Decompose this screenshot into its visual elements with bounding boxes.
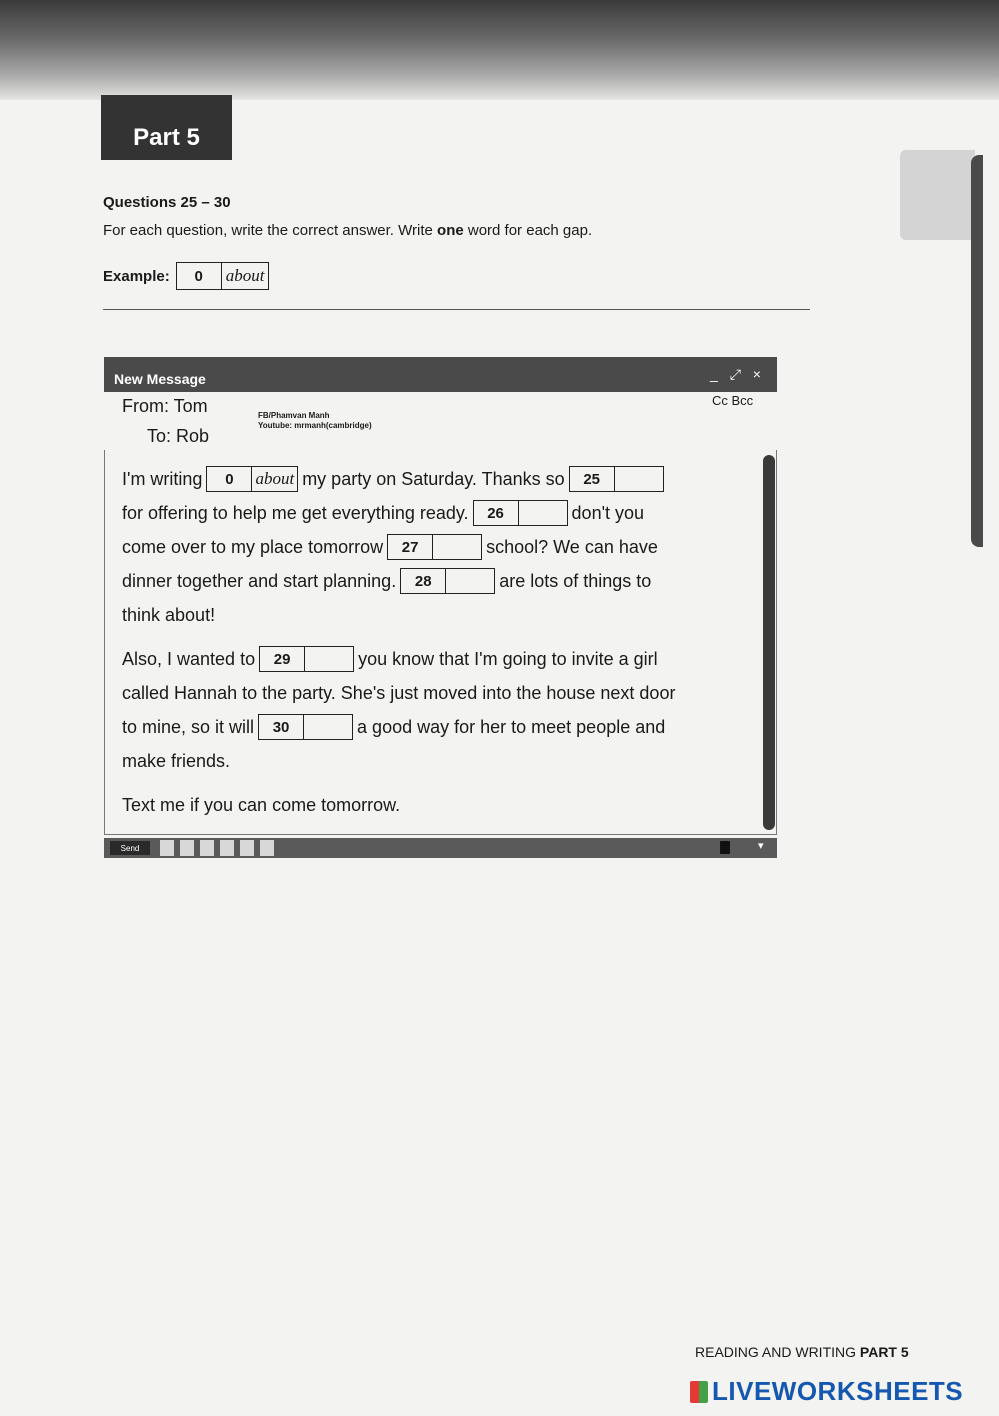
gap-answer-input[interactable] xyxy=(305,647,353,671)
letter-line xyxy=(122,532,658,562)
gap-number: 27 xyxy=(388,535,433,559)
gap-number: 0 xyxy=(207,467,252,491)
gap-answer-input[interactable] xyxy=(446,569,494,593)
trash-icon[interactable] xyxy=(720,841,730,854)
page-edge-bar xyxy=(971,155,983,547)
gap-30[interactable] xyxy=(258,714,353,740)
page-top-shadow xyxy=(0,0,999,100)
page-footer xyxy=(695,1344,909,1360)
letter-text: are lots of things to xyxy=(499,570,652,591)
format-button[interactable] xyxy=(240,840,254,856)
instructions-text: For each question, write the correct answer. Write xyxy=(103,222,438,239)
footer-text: READING AND WRITING xyxy=(695,1344,860,1360)
gap-number: 30 xyxy=(259,715,304,739)
format-button[interactable] xyxy=(220,840,234,856)
letter-text: to mine, so it will xyxy=(122,716,255,737)
example-number: 0 xyxy=(177,263,222,289)
logo-text: LIVEWORKSHEETS xyxy=(712,1376,964,1406)
questions-heading: Questions 25 – 30 xyxy=(103,194,231,211)
example-answer: about xyxy=(225,266,265,285)
credit xyxy=(258,411,372,431)
letter-text: a good way for her to meet people and xyxy=(357,716,666,737)
instructions-bold: one xyxy=(437,222,464,239)
letter-text: Text me if you can come tomorrow. xyxy=(122,794,401,815)
format-button[interactable] xyxy=(200,840,214,856)
letter-text: I'm writing xyxy=(122,468,203,489)
format-button[interactable] xyxy=(260,840,274,856)
format-button[interactable] xyxy=(160,840,174,856)
example xyxy=(103,262,269,290)
letter-text: think about! xyxy=(122,604,216,625)
chevron-down-icon[interactable]: ▾ xyxy=(758,840,764,852)
part-label: Part 5 xyxy=(101,95,232,160)
letter-line xyxy=(122,790,400,820)
window-controls-icon[interactable]: _ ⤢ × xyxy=(710,366,765,382)
gap-answer-input[interactable] xyxy=(433,535,481,559)
letter-text: you know that I'm going to invite a girl xyxy=(358,648,658,669)
logo-mark-icon xyxy=(690,1381,708,1403)
example-label: Example: xyxy=(103,267,170,285)
gap-29[interactable] xyxy=(259,646,354,672)
gap-number: 28 xyxy=(401,569,446,593)
scrollbar[interactable] xyxy=(763,455,775,830)
liveworksheets-logo xyxy=(690,1376,963,1407)
credit-line: FB/Phamvan Manh xyxy=(258,411,330,420)
letter-line xyxy=(122,746,230,776)
email-toolbar xyxy=(104,838,777,858)
instructions xyxy=(103,222,592,239)
letter-line xyxy=(122,600,215,630)
example-box xyxy=(176,262,270,290)
letter-line xyxy=(122,566,651,596)
letter-text: make friends. xyxy=(122,750,231,771)
instructions-text-end: word for each gap. xyxy=(463,222,593,239)
letter-text: called Hannah to the party. She's just moved into the house next door xyxy=(122,682,676,703)
footer-part: PART 5 xyxy=(859,1344,909,1360)
divider xyxy=(103,309,810,310)
letter-line xyxy=(122,644,658,674)
gap-answer-input[interactable] xyxy=(304,715,352,739)
gap-27[interactable] xyxy=(387,534,482,560)
send-button[interactable]: Send xyxy=(110,841,150,855)
letter-text: for offering to help me get everything ready. xyxy=(122,502,469,523)
gap-25[interactable] xyxy=(569,466,664,492)
letter-text: my party on Saturday. Thanks so xyxy=(302,468,565,489)
gap-number: 26 xyxy=(474,501,519,525)
gap-0 xyxy=(206,466,298,492)
from-field: From: Tom xyxy=(122,396,208,416)
letter-text: dinner together and start planning. xyxy=(122,570,397,591)
letter-line xyxy=(122,678,675,708)
letter-text: don't you xyxy=(571,502,645,523)
gap-answer: about xyxy=(255,469,295,488)
window-title: New Message xyxy=(114,371,206,387)
bleed-through-tab xyxy=(900,150,975,240)
format-button[interactable] xyxy=(180,840,194,856)
gap-26[interactable] xyxy=(473,500,568,526)
gap-answer-input[interactable] xyxy=(519,501,567,525)
credit-line: Youtube: mrmanh(cambridge) xyxy=(258,421,372,430)
gap-number: 25 xyxy=(570,467,615,491)
letter-text: Also, I wanted to xyxy=(122,648,256,669)
letter-line xyxy=(122,712,665,742)
to-field: To: Rob xyxy=(147,426,210,446)
letter-line xyxy=(122,464,668,494)
gap-28[interactable] xyxy=(400,568,495,594)
email-window-bar xyxy=(104,357,777,392)
letter-line xyxy=(122,498,644,528)
letter-text: come over to my place tomorrow xyxy=(122,536,384,557)
gap-number: 29 xyxy=(260,647,305,671)
letter-text: school? We can have xyxy=(486,536,658,557)
gap-answer-input[interactable] xyxy=(615,467,663,491)
cc-bcc: Cc Bcc xyxy=(712,393,754,408)
